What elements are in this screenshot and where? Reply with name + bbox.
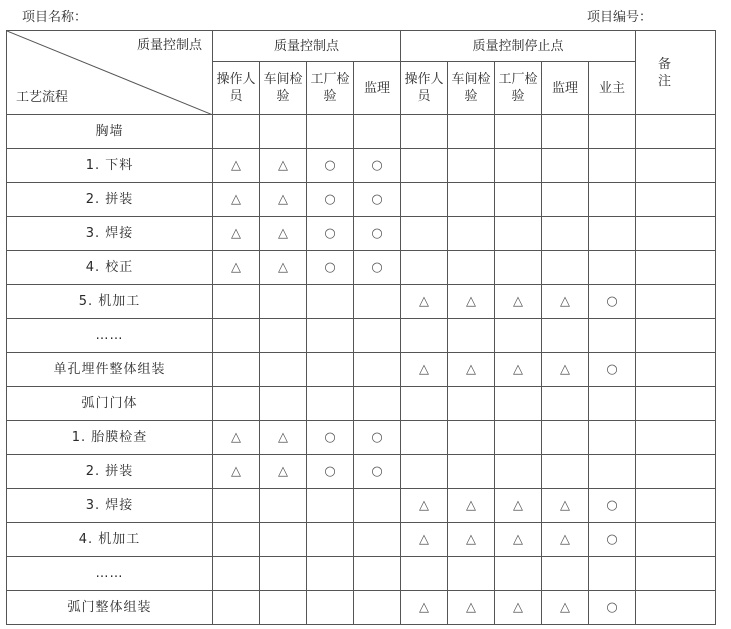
stop-point-mark <box>542 183 589 217</box>
stop-point-mark: △ <box>495 591 542 625</box>
process-step-label: 2. 拼装 <box>7 455 213 489</box>
stop-point-mark: △ <box>495 489 542 523</box>
stop-point-mark <box>495 421 542 455</box>
process-step-label: 3. 焊接 <box>7 217 213 251</box>
process-step-label: 3. 焊接 <box>7 489 213 523</box>
control-point-mark <box>307 489 354 523</box>
stop-point-mark: △ <box>448 523 495 557</box>
control-point-mark <box>260 353 307 387</box>
control-point-mark: ○ <box>354 183 401 217</box>
control-point-mark <box>307 591 354 625</box>
project-number-label: 项目编号： <box>587 10 653 25</box>
stop-point-mark <box>589 455 636 489</box>
stop-point-mark <box>401 149 448 183</box>
control-point-mark <box>354 285 401 319</box>
stop-point-mark: △ <box>495 285 542 319</box>
stop-point-mark <box>495 217 542 251</box>
stop-point-mark <box>401 455 448 489</box>
stop-point-mark <box>448 455 495 489</box>
process-step-label: 1. 胎膜检查 <box>7 421 213 455</box>
control-point-mark: ○ <box>354 251 401 285</box>
remark-cell <box>636 115 716 149</box>
control-point-mark <box>354 319 401 353</box>
control-point-mark: △ <box>260 183 307 217</box>
col-header-sp-owner: 业主 <box>589 62 636 115</box>
control-point-mark <box>213 285 260 319</box>
stop-point-mark: △ <box>401 353 448 387</box>
control-point-mark <box>354 115 401 149</box>
control-point-mark <box>213 591 260 625</box>
remark-cell <box>636 523 716 557</box>
control-point-mark: △ <box>260 217 307 251</box>
control-point-mark <box>260 115 307 149</box>
stop-point-mark <box>589 217 636 251</box>
col-header-cp-supervisor: 监理 <box>354 62 401 115</box>
control-point-mark <box>307 319 354 353</box>
process-step-label: 胸墙 <box>7 115 213 149</box>
stop-point-mark <box>448 251 495 285</box>
stop-point-mark <box>495 455 542 489</box>
process-step-label: 1. 下料 <box>7 149 213 183</box>
stop-point-mark: △ <box>401 591 448 625</box>
control-point-mark <box>307 353 354 387</box>
stop-point-mark <box>495 387 542 421</box>
remark-cell <box>636 149 716 183</box>
col-header-sp-operator: 操作人员 <box>401 62 448 115</box>
col-header-cp-operator: 操作人员 <box>213 62 260 115</box>
stop-point-mark <box>448 115 495 149</box>
stop-point-mark: △ <box>495 353 542 387</box>
control-point-mark: ○ <box>354 149 401 183</box>
remark-cell <box>636 455 716 489</box>
control-point-mark: ○ <box>307 183 354 217</box>
control-point-mark: △ <box>213 217 260 251</box>
stop-point-mark <box>495 557 542 591</box>
process-step-label: 4. 校正 <box>7 251 213 285</box>
remark-cell <box>636 217 716 251</box>
stop-point-mark <box>401 183 448 217</box>
table-row <box>7 183 716 217</box>
remark-cell <box>636 251 716 285</box>
control-point-mark <box>354 387 401 421</box>
table-row <box>7 353 716 387</box>
process-step-label: …… <box>7 319 213 353</box>
stop-point-mark: △ <box>448 353 495 387</box>
project-name-label: 项目名称： <box>22 10 88 25</box>
col-header-cp-factory: 工厂检验 <box>307 62 354 115</box>
stop-point-mark: △ <box>401 523 448 557</box>
stop-point-mark <box>401 387 448 421</box>
control-point-mark: △ <box>213 455 260 489</box>
stop-point-mark <box>542 251 589 285</box>
col-header-sp-workshop: 车间检验 <box>448 62 495 115</box>
col-header-sp-supervisor: 监理 <box>542 62 589 115</box>
control-point-mark <box>307 115 354 149</box>
table-row <box>7 319 716 353</box>
table-row <box>7 557 716 591</box>
stop-point-mark <box>401 421 448 455</box>
stop-point-mark <box>589 251 636 285</box>
stop-point-mark <box>542 387 589 421</box>
remark-cell <box>636 557 716 591</box>
control-point-mark: △ <box>213 421 260 455</box>
stop-point-mark <box>589 557 636 591</box>
table-row <box>7 421 716 455</box>
remark-cell <box>636 387 716 421</box>
table-row <box>7 455 716 489</box>
control-point-mark: △ <box>213 251 260 285</box>
stop-point-mark <box>495 149 542 183</box>
remark-cell <box>636 353 716 387</box>
stop-point-mark <box>542 455 589 489</box>
stop-point-mark <box>589 183 636 217</box>
control-point-mark <box>260 285 307 319</box>
control-point-mark <box>260 489 307 523</box>
stop-point-mark: ○ <box>589 353 636 387</box>
control-point-mark: ○ <box>307 421 354 455</box>
stop-point-mark <box>542 421 589 455</box>
stop-point-mark <box>401 557 448 591</box>
stop-point-mark <box>542 149 589 183</box>
stop-point-mark: △ <box>542 285 589 319</box>
header-row-groups <box>7 31 716 62</box>
stop-point-mark: △ <box>542 523 589 557</box>
stop-point-mark <box>542 319 589 353</box>
control-point-mark <box>213 387 260 421</box>
stop-point-mark: △ <box>542 489 589 523</box>
table-row <box>7 523 716 557</box>
control-point-mark <box>213 115 260 149</box>
process-step-label: 4. 机加工 <box>7 523 213 557</box>
stop-point-mark <box>495 251 542 285</box>
group-header-stop-point: 质量控制停止点 <box>401 31 636 62</box>
control-point-mark: △ <box>213 183 260 217</box>
control-point-mark: ○ <box>307 455 354 489</box>
stop-point-mark <box>589 421 636 455</box>
stop-point-mark <box>589 387 636 421</box>
col-header-sp-factory: 工厂检验 <box>495 62 542 115</box>
stop-point-mark <box>401 251 448 285</box>
quality-control-table <box>6 30 716 625</box>
control-point-mark <box>307 523 354 557</box>
stop-point-mark <box>542 115 589 149</box>
col-header-cp-workshop: 车间检验 <box>260 62 307 115</box>
control-point-mark <box>307 387 354 421</box>
stop-point-mark <box>448 183 495 217</box>
corner-label-process: 工艺流程 <box>16 90 69 105</box>
control-point-mark <box>354 523 401 557</box>
stop-point-mark <box>495 115 542 149</box>
stop-point-mark <box>401 115 448 149</box>
control-point-mark <box>260 387 307 421</box>
table-row <box>7 217 716 251</box>
table-row <box>7 115 716 149</box>
remark-cell <box>636 285 716 319</box>
process-step-label: 2. 拼装 <box>7 183 213 217</box>
control-point-mark <box>307 557 354 591</box>
remark-cell <box>636 319 716 353</box>
table-row <box>7 387 716 421</box>
process-step-label: …… <box>7 557 213 591</box>
control-point-mark: △ <box>260 455 307 489</box>
stop-point-mark: △ <box>495 523 542 557</box>
process-step-label: 弧门整体组装 <box>7 591 213 625</box>
control-point-mark: ○ <box>307 251 354 285</box>
control-point-mark <box>307 285 354 319</box>
table-row <box>7 591 716 625</box>
stop-point-mark <box>448 421 495 455</box>
control-point-mark: ○ <box>354 217 401 251</box>
stop-point-mark <box>495 319 542 353</box>
control-point-mark <box>260 557 307 591</box>
stop-point-mark <box>448 149 495 183</box>
control-point-mark: ○ <box>307 149 354 183</box>
remark-cell <box>636 489 716 523</box>
control-point-mark <box>354 489 401 523</box>
stop-point-mark <box>542 217 589 251</box>
process-step-label: 弧门门体 <box>7 387 213 421</box>
control-point-mark <box>213 557 260 591</box>
table-row <box>7 149 716 183</box>
stop-point-mark: ○ <box>589 489 636 523</box>
stop-point-mark: ○ <box>589 285 636 319</box>
stop-point-mark: ○ <box>589 591 636 625</box>
control-point-mark <box>260 591 307 625</box>
remark-cell <box>636 591 716 625</box>
stop-point-mark: △ <box>448 591 495 625</box>
stop-point-mark <box>448 319 495 353</box>
control-point-mark <box>213 319 260 353</box>
control-point-mark: △ <box>213 149 260 183</box>
stop-point-mark <box>448 217 495 251</box>
control-point-mark: △ <box>260 421 307 455</box>
control-point-mark <box>260 523 307 557</box>
stop-point-mark <box>448 557 495 591</box>
table-row <box>7 489 716 523</box>
control-point-mark <box>260 319 307 353</box>
table-row <box>7 285 716 319</box>
stop-point-mark <box>589 115 636 149</box>
stop-point-mark: △ <box>542 591 589 625</box>
control-point-mark <box>354 353 401 387</box>
process-step-label: 单孔埋件整体组装 <box>7 353 213 387</box>
control-point-mark: △ <box>260 149 307 183</box>
group-header-control-point: 质量控制点 <box>213 31 401 62</box>
stop-point-mark: △ <box>401 285 448 319</box>
stop-point-mark: ○ <box>589 523 636 557</box>
stop-point-mark <box>589 319 636 353</box>
stop-point-mark: △ <box>401 489 448 523</box>
control-point-mark: ○ <box>307 217 354 251</box>
process-step-label: 5. 机加工 <box>7 285 213 319</box>
remark-cell <box>636 183 716 217</box>
stop-point-mark: △ <box>448 285 495 319</box>
control-point-mark <box>213 489 260 523</box>
stop-point-mark <box>401 217 448 251</box>
control-point-mark: ○ <box>354 421 401 455</box>
stop-point-mark <box>495 183 542 217</box>
remark-header: 备 注 <box>636 31 716 115</box>
corner-header-cell <box>7 31 213 115</box>
stop-point-mark: △ <box>448 489 495 523</box>
control-point-mark <box>213 353 260 387</box>
table-row <box>7 251 716 285</box>
control-point-mark <box>354 557 401 591</box>
control-point-mark: △ <box>260 251 307 285</box>
stop-point-mark <box>448 387 495 421</box>
stop-point-mark: △ <box>542 353 589 387</box>
corner-label-control-point: 质量控制点 <box>136 38 202 53</box>
control-point-mark <box>354 591 401 625</box>
control-point-mark: ○ <box>354 455 401 489</box>
control-point-mark <box>213 523 260 557</box>
stop-point-mark <box>589 149 636 183</box>
stop-point-mark <box>401 319 448 353</box>
stop-point-mark <box>542 557 589 591</box>
remark-cell <box>636 421 716 455</box>
